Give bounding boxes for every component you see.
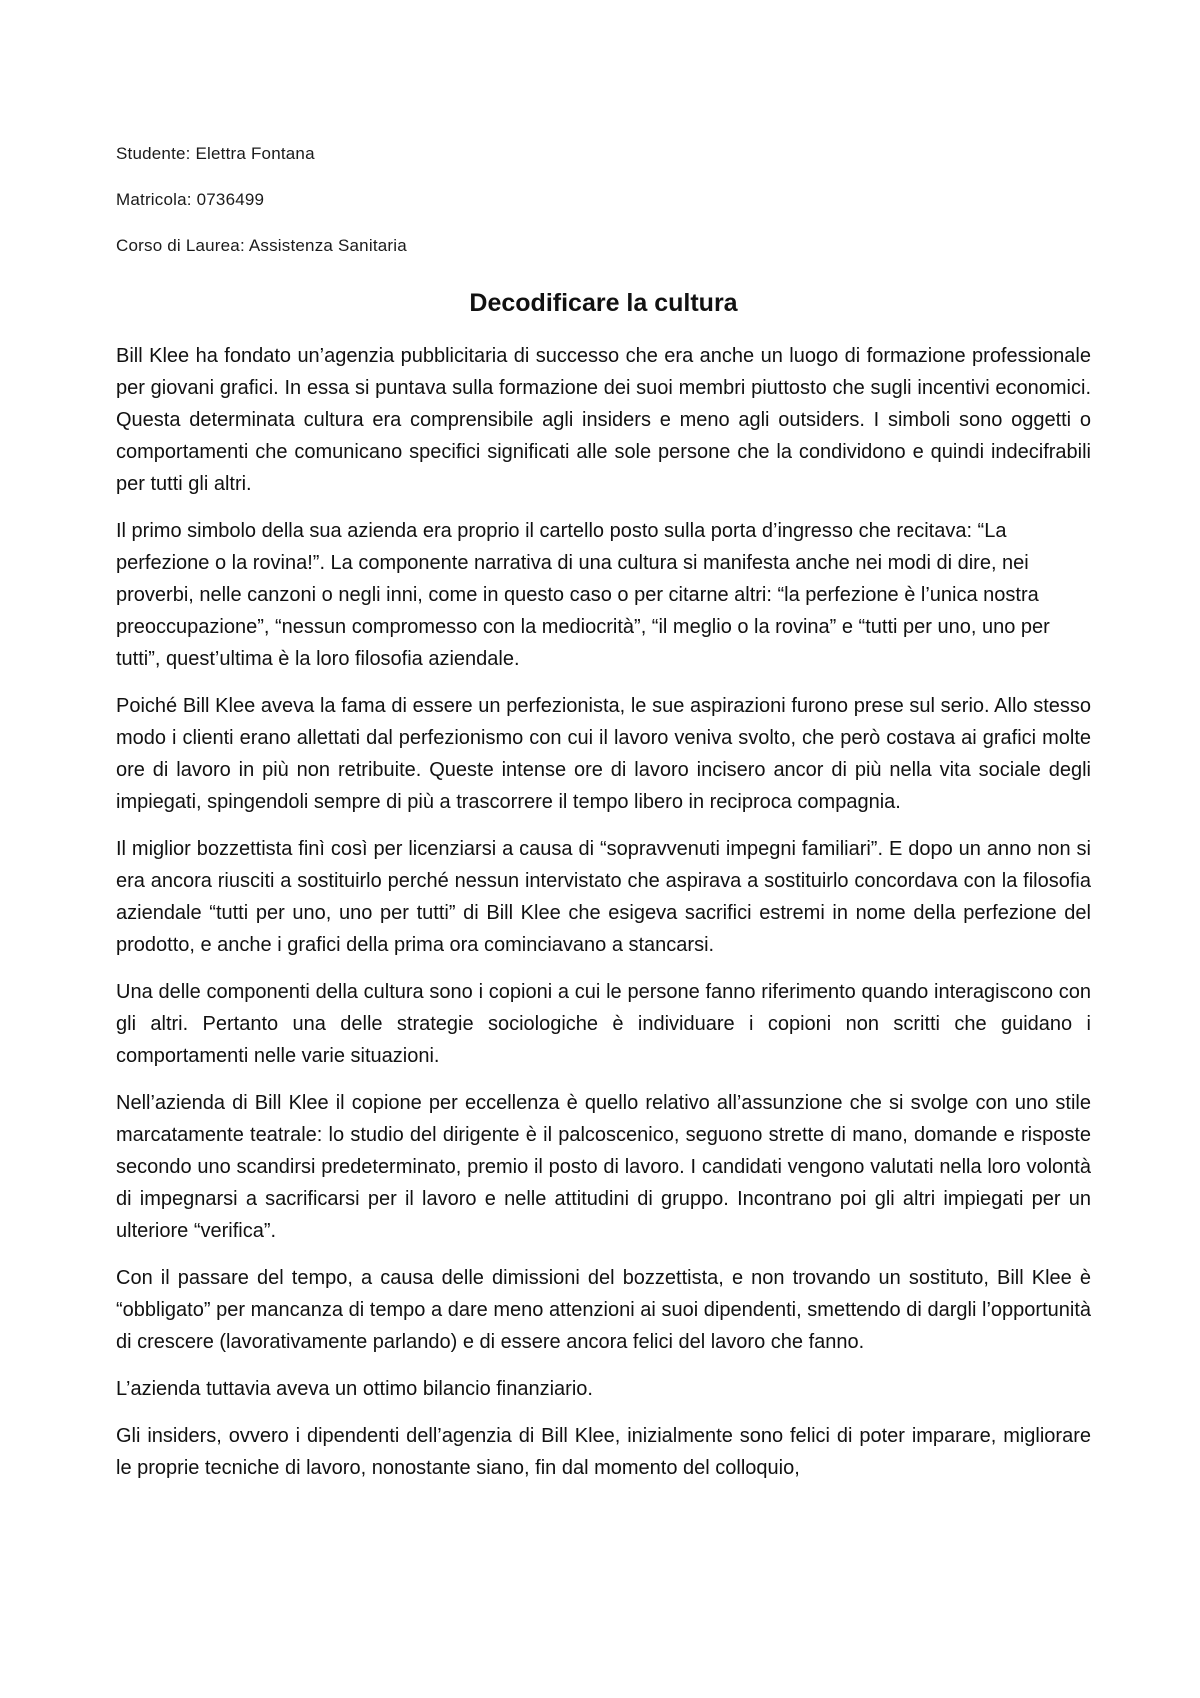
paragraph: Il miglior bozzettista finì così per licenziarsi a causa di “sopravvenuti impegni familiari”. E dopo un anno non si era ancora riusciti a sostituirlo perché nessun intervistato che aspirava a sostituirlo concordava con la filosofia aziendale “tutti per uno, uno per tutti” di Bill Klee che esigeva sacrifici estremi in nome della perfezione del prodotto, e anche i grafici della prima ora cominciavano a stancarsi. (116, 838, 1091, 956)
paragraph: Con il passare del tempo, a causa delle dimissioni del bozzettista, e non trovando un sostituto, Bill Klee è “obbligato” per mancanza di tempo a dare meno attenzioni ai suoi dipendenti, smettendo di dargli l’opportunità di crescere (lavorativamente parlando) e di essere ancora felici del lavoro che fanno. (116, 1267, 1091, 1353)
document-body (116, 142, 1091, 1499)
paragraph: Una delle componenti della cultura sono i copioni a cui le persone fanno riferimento quando interagiscono con gli altri. Pertanto una delle strategie sociologiche è individuare i copioni non scritti che guidano i comportamenti nelle varie situazioni. (116, 981, 1091, 1067)
paragraph: L’azienda tuttavia aveva un ottimo bilancio finanziario. (116, 1378, 593, 1400)
student-name: Studente: Elettra Fontana (116, 144, 315, 163)
document-title: Decodificare la cultura (469, 289, 738, 317)
paragraph: Nell’azienda di Bill Klee il copione per eccellenza è quello relativo all’assunzione che si svolge con uno stile marcatamente teatrale: lo studio del dirigente è il palcoscenico, seguono strette di mano, domande e risposte secondo uno scandirsi predeterminato, premio il posto di lavoro. I candidati vengono valutati nella loro volontà di impegnarsi a sacrificarsi per il lavoro e nelle attitudini di gruppo. Incontrano poi gli altri impiegati per un ulteriore “verifica”. (116, 1092, 1091, 1242)
paragraph: Il primo simbolo della sua azienda era proprio il cartello posto sulla porta d’ingresso che recitava: “La perfezione o la rovina!”. La componente narrativa di una cultura si manifesta anche nei modi di dire, nei proverbi, nelle canzoni o negli inni, come in questo caso o per citarne altri: “la perfezione è l’unica nostra preoccupazione”, “nessun compromesso con la mediocrità”, “il meglio o la rovina” e “tutti per uno, uno per tutti”, quest’ultima è la loro filosofia aziendale. (116, 520, 1050, 670)
paragraph: Poiché Bill Klee aveva la fama di essere un perfezionista, le sue aspirazioni furono prese sul serio. Allo stesso modo i clienti erano allettati dal perfezionismo con cui il lavoro veniva svolto, che però costava ai grafici molte ore di lavoro in più non retribuite. Queste intense ore di lavoro incisero ancor di più nella vita sociale degli impiegati, spingendoli sempre di più a trascorrere il tempo libero in reciproca compagnia. (116, 695, 1091, 813)
paragraph: Gli insiders, ovvero i dipendenti dell’agenzia di Bill Klee, inizialmente sono felici di poter imparare, migliorare le proprie tecniche di lavoro, nonostante siano, fin dal momento del colloquio, (116, 1425, 1091, 1479)
student-id: Matricola: 0736499 (116, 190, 265, 209)
paragraph: Bill Klee ha fondato un’agenzia pubblicitaria di successo che era anche un luogo di formazione professionale per giovani grafici. In essa si puntava sulla formazione dei suoi membri piuttosto che sugli incentivi economici. Questa determinata cultura era comprensibile agli insiders e meno agli outsiders. I simboli sono oggetti o comportamenti che comunicano specifici significati alle sole persone che la condividono e quindi indecifrabili per tutti gli altri. (116, 345, 1091, 495)
degree-course: Corso di Laurea: Assistenza Sanitaria (116, 236, 407, 255)
